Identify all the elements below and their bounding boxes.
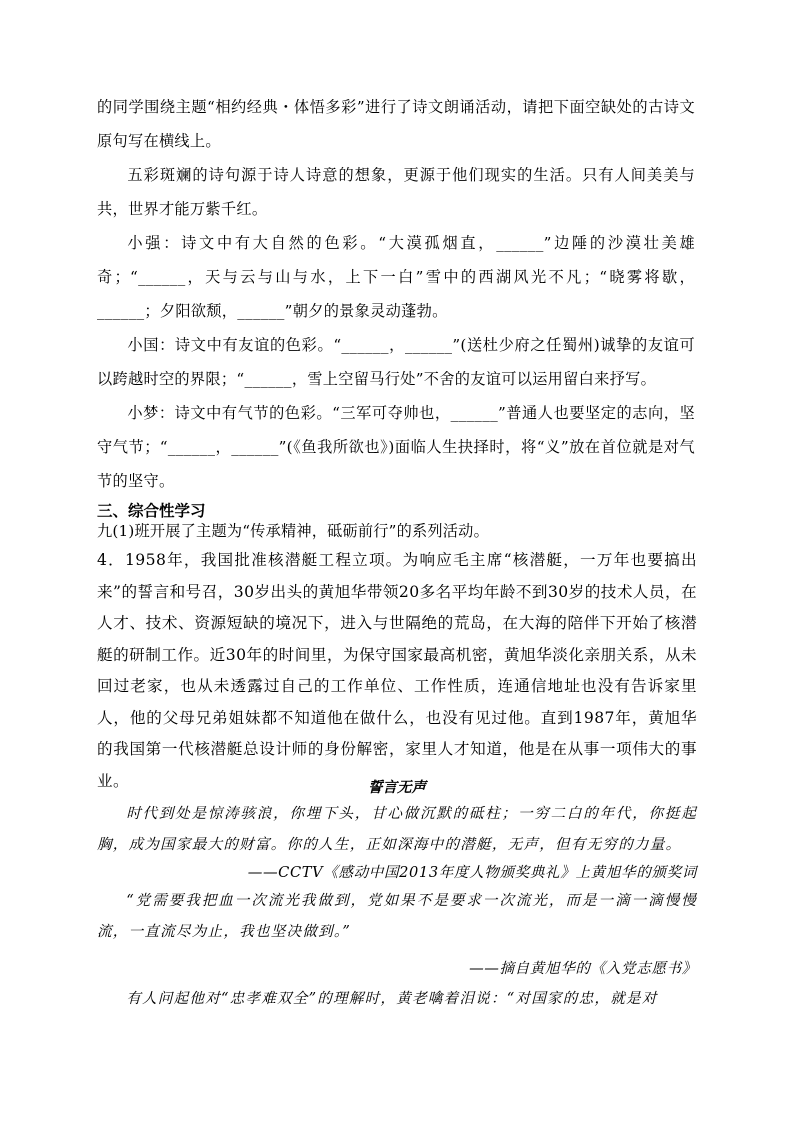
- section-heading: 三、综合性学习: [97, 502, 206, 520]
- xiaomeng-paragraph: 小梦：诗文中有气节的色彩。“三军可夺帅也，______”普通人也要坚定的志向，坚守气节；“______，______”(《鱼我所欲也》)面临人生抉择时，将“义”放在首位就是对气节的坚守。: [97, 404, 695, 490]
- party-quote: “党需要我把血一次流光我做到，党如果不是要求一次流光，而是一滴一滴慢慢流，一直流尽为止，我也坚决做到。”: [97, 892, 697, 940]
- xiaoguo-paragraph: 小国：诗文中有友谊的色彩。“______，______”(送杜少府之任蜀州)诚挚的友谊可以跨越时空的界限；“______，雪上空留马行处”不舍的友谊可以运用留白来抒写。: [97, 336, 695, 388]
- last-paragraph: 有人问起他对“忠孝难双全”的理解时，黄老噙着泪说：“对国家的忠，就是对: [126, 990, 658, 1007]
- award-source: ——CCTV《感动中国2013年度人物颁奖典礼》上黄旭华的颁奖词: [247, 864, 697, 881]
- poetry-lead: 五彩斑斓的诗句源于诗人诗意的想象，更源于他们现实的生活。只有人间美美与共，世界才能万紫千红。: [97, 166, 695, 218]
- poetry-intro: 的同学围绕主题“相约经典・体悟多彩”进行了诗文朗诵活动，请把下面空缺处的古诗文原句写在横线上。: [97, 98, 695, 150]
- question-4-text: 4．1958年，我国批准核潜艇工程立项。为响应毛主席“核潜艇，一万年也要搞出来”的誓言和号召，30岁出头的黄旭华带领20多名平均年龄不到30岁的技术人员，在人才、技术、资源短缺的境况下，进入与世隔绝的荒岛，在大海的陪伴下开始了核潜艇的研制工作。近30年的时间里，为保守国家最高机密，黄旭华淡化亲朋关系，从未回过老家，也从未透露过自己的工作单位、工作性质，连通信地址也没有告诉家里人，他的父母兄弟姐妹都不知道他在做什么，也没有见过他。直到1987年，黄旭华的我国第一代核潜艇总设计师的身份解密，家里人才知道，他是在从事一项伟大的事业。: [97, 551, 697, 790]
- award-text: 时代到处是惊涛骇浪，你埋下头，甘心做沉默的砥柱；一穷二白的年代，你挺起胸，成为国家最大的财富。你的人生，正如深海中的潜艇，无声，但有无穷的力量。: [97, 805, 697, 853]
- party-source: ——摘自黄旭华的《入党志愿书》: [469, 960, 697, 977]
- xiaoqiang-paragraph: 小强：诗文中有大自然的色彩。“大漠孤烟直，______”边陲的沙漠壮美雄奇；“______，天与云与山与水，上下一白”雪中的西湖风光不凡；“晓雾将歇，______；夕阳欲颓，______”朝夕的景象灵动蓬勃。: [97, 234, 695, 320]
- activity-intro: 九(1)班开展了主题为“传承精神，砥砺前行”的系列活动。: [97, 522, 489, 540]
- article-title: 誓言无声: [368, 779, 426, 796]
